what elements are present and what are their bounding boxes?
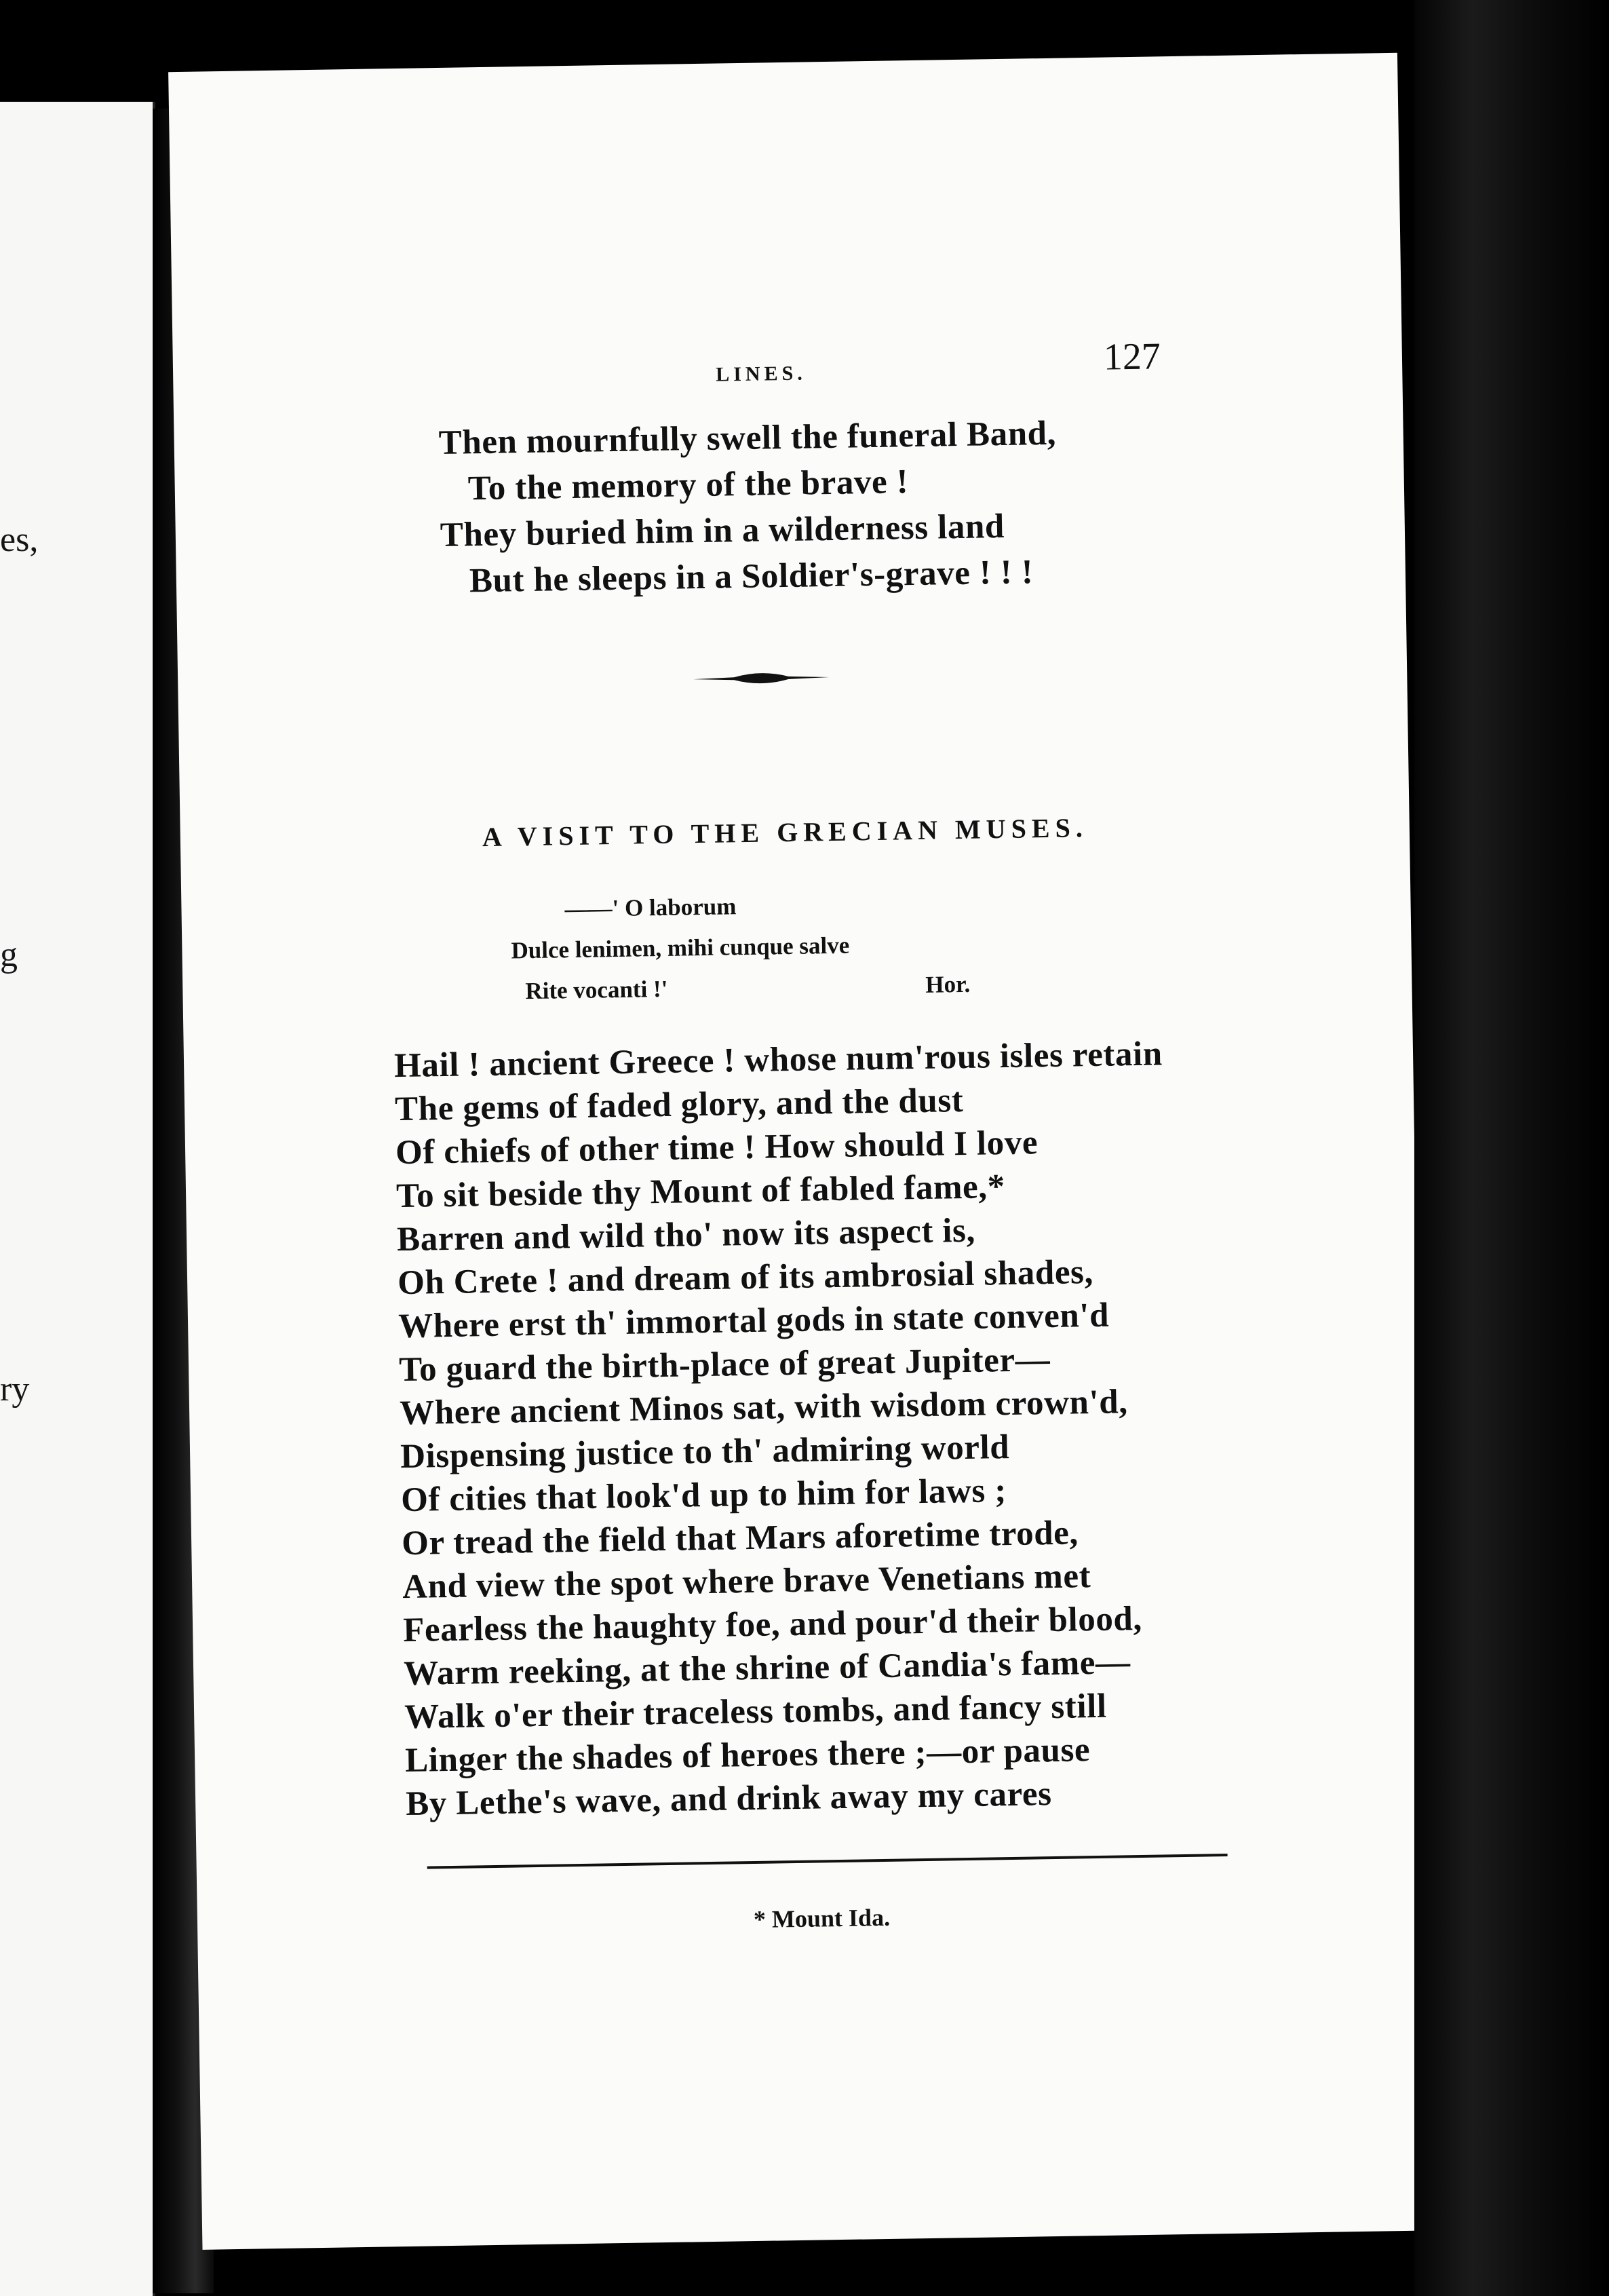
footnote-rule — [427, 1854, 1228, 1869]
poem-line: And view the spot where brave Venetians met — [402, 1557, 1091, 1607]
book-cover-edge — [1414, 0, 1609, 2296]
epigraph-line: ——' O laborum — [564, 893, 737, 923]
poem-line: Of chiefs of other time ! How should I love — [395, 1124, 1039, 1172]
poem-line: Hail ! ancient Greece ! whose num'rous isles retain — [393, 1035, 1163, 1086]
epigraph-attribution: Hor. — [925, 970, 971, 998]
epigraph-line: Dulce lenimen, mihi cunque salve — [511, 932, 850, 964]
poem-line: Linger the shades of heroes there ;—or pause — [404, 1731, 1091, 1780]
section-title: A VISIT TO THE GRECIAN MUSES. — [482, 812, 1089, 853]
poem-line: Where ancient Minos sat, with wisdom crown'd, — [399, 1383, 1128, 1433]
epigraph-line: Rite vocanti !' — [525, 975, 668, 1005]
stanza-line: But he sleeps in a Soldier's-grave ! ! ! — [469, 553, 1034, 600]
stanza-line: They buried him in a wilderness land — [440, 507, 1005, 555]
poem-line: Fearless the haughty foe, and pour'd their blood, — [402, 1599, 1143, 1650]
left-page-fragment: g — [0, 936, 18, 974]
main-page — [168, 53, 1431, 2250]
running-head: LINES. — [715, 362, 807, 386]
poem-line: Of cities that look'd up to him for laws ; — [400, 1472, 1007, 1520]
poem-line: To sit beside thy Mount of fabled fame,* — [395, 1168, 1006, 1216]
stanza-line: Then mournfully swell the funeral Band, — [438, 414, 1057, 463]
ornament-divider — [693, 667, 829, 689]
stanza-line: To the memory of the brave ! — [467, 463, 909, 508]
poem-line: Dispensing justice to th' admiring world — [400, 1428, 1010, 1476]
left-page-fragment: ry — [0, 1370, 30, 1409]
poem-line: Warm reeking, at the shrine of Candia's fame— — [403, 1643, 1131, 1694]
page-number: 127 — [1103, 335, 1161, 379]
left-page-edge — [0, 102, 155, 2296]
poem-line: Walk o'er their traceless tombs, and fancy still — [404, 1687, 1108, 1737]
poem-line: The gems of faded glory, and the dust — [394, 1082, 964, 1129]
footnote: * Mount Ida. — [753, 1903, 891, 1934]
poem-line: Barren and wild tho' now its aspect is, — [396, 1211, 976, 1259]
poem-line: Or tread the field that Mars aforetime trode, — [401, 1514, 1079, 1563]
poem-line: By Lethe's wave, and drink away my cares — [405, 1775, 1052, 1824]
left-page-fragment: es, — [0, 520, 39, 559]
poem-line: To guard the birth-place of great Jupiter— — [398, 1341, 1051, 1390]
poem-line: Oh Crete ! and dream of its ambrosial shades, — [397, 1253, 1094, 1303]
poem-line: Where erst th' immortal gods in state conven'd — [398, 1296, 1110, 1346]
